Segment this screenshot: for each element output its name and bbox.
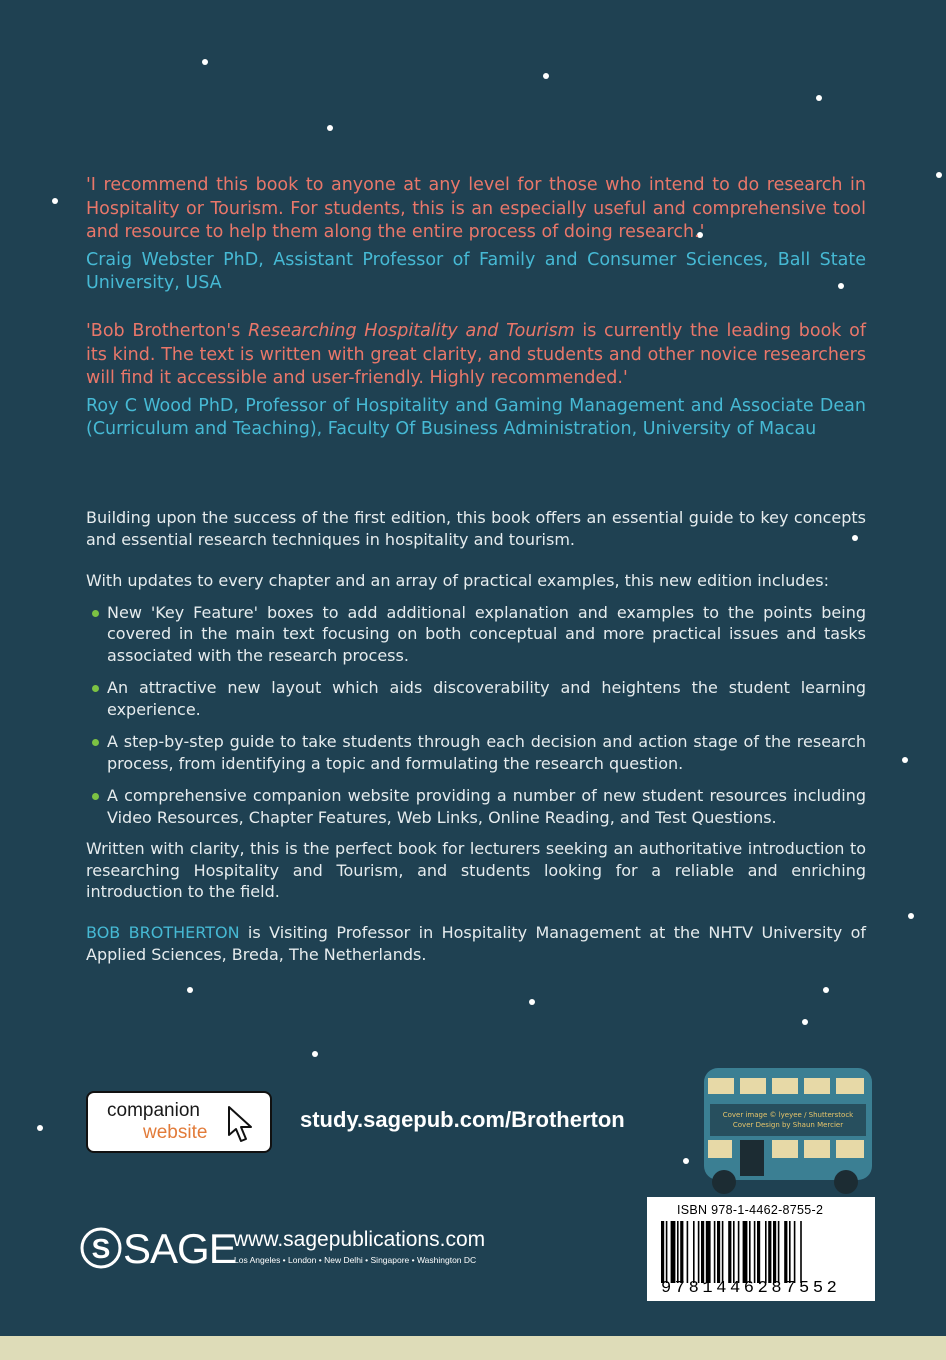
bullet-icon [92, 793, 99, 800]
website-label: website [143, 1122, 208, 1143]
author-name: BOB BROTHERTON [86, 923, 240, 942]
endorsement-quote: 'I recommend this book to anyone at any level for those who intend to do research in Hospitality or Tourism. For students, this is an especially useful and comprehensive tool and resource to help them along the entire process of doing research.' [86, 175, 866, 242]
features-list [86, 602, 866, 829]
list-item: A comprehensive companion website providing a number of new student resources including Video Resources, Chapter Features, Web Links, Online Reading, and Test Questions. [86, 785, 866, 828]
cursor-arrow-icon [226, 1105, 254, 1145]
book-title: Researching Hospitality and Tourism [248, 321, 575, 341]
bus-illustration-icon [702, 1066, 874, 1196]
endorsement-attribution: Craig Webster PhD, Assistant Professor of Family and Consumer Sciences, Ball State University, USA [86, 249, 866, 293]
endorsement-attribution: Roy C Wood PhD, Professor of Hospitality and Gaming Management and Associate Dean (Curriculum and Teaching), Faculty Of Business Administration, University of Macau [86, 395, 866, 439]
bullet-icon [92, 610, 99, 617]
author-bio-text: is Visiting Professor in Hospitality Management at the NHTV University of Applied Sciences, Breda, The Netherlands. [86, 923, 866, 964]
cover-design-credit: Cover Design by Shaun Mercier [732, 1121, 844, 1129]
companion-url-link[interactable]: study.sagepub.com/Brotherton [300, 1107, 625, 1132]
cover-credits [708, 1110, 868, 1130]
barcode-bars-icon [661, 1221, 861, 1283]
description-closing: Written with clarity, this is the perfect book for lecturers seeking an authoritative introduction to researching Hospitality and Tourism, and students looking for a reliable and enriching introduction to the field. [86, 839, 866, 901]
sage-logo-icon [80, 1227, 122, 1269]
publisher-cities: Los Angeles • London • New Delhi • Singapore • Washington DC [234, 1255, 477, 1265]
endorsement-2 [86, 320, 866, 442]
author-bio [86, 922, 866, 965]
list-item: New 'Key Feature' boxes to add additional explanation and examples to the points being covered in the main text focusing on both conceptual and more practical issues and tasks associated with the research process. [86, 602, 866, 667]
barcode-number: 9781446287552 [661, 1279, 841, 1298]
book-description [86, 507, 866, 550]
companion-label: companion [107, 1100, 200, 1121]
barcode [647, 1197, 875, 1301]
features-section [86, 570, 866, 839]
bullet-icon [92, 685, 99, 692]
bottom-strip [0, 1336, 946, 1360]
description-intro: Building upon the success of the first edition, this book offers an essential guide to key concepts and essential research techniques in hospitality and tourism. [86, 508, 866, 549]
description-closing-block [86, 838, 866, 903]
cover-image-credit: Cover image © lyeyee / Shutterstock [722, 1111, 854, 1119]
isbn-label: ISBN 978-1-4462-8755-2 [677, 1203, 824, 1217]
endorsement-1 [86, 174, 866, 296]
publisher-name: SAGE [123, 1225, 236, 1272]
publisher-website[interactable]: www.sagepublications.com [233, 1228, 486, 1251]
list-item: An attractive new layout which aids discoverability and heightens the student learning experience. [86, 677, 866, 720]
bullet-icon [92, 739, 99, 746]
features-lead: With updates to every chapter and an array of practical examples, this new edition includes: [86, 571, 829, 590]
list-item: A step-by-step guide to take students through each decision and action stage of the research process, from identifying a topic and formulating the research question. [86, 731, 866, 774]
companion-website-badge[interactable] [86, 1091, 272, 1153]
svg-text:S: S [91, 1233, 111, 1264]
endorsement-quote: 'Bob Brotherton's Researching Hospitality and Tourism is currently the leading book of its kind. The text is written with great clarity, and students and other novice researchers will find it accessible and user-friendly. Highly recommended.' [86, 321, 866, 388]
